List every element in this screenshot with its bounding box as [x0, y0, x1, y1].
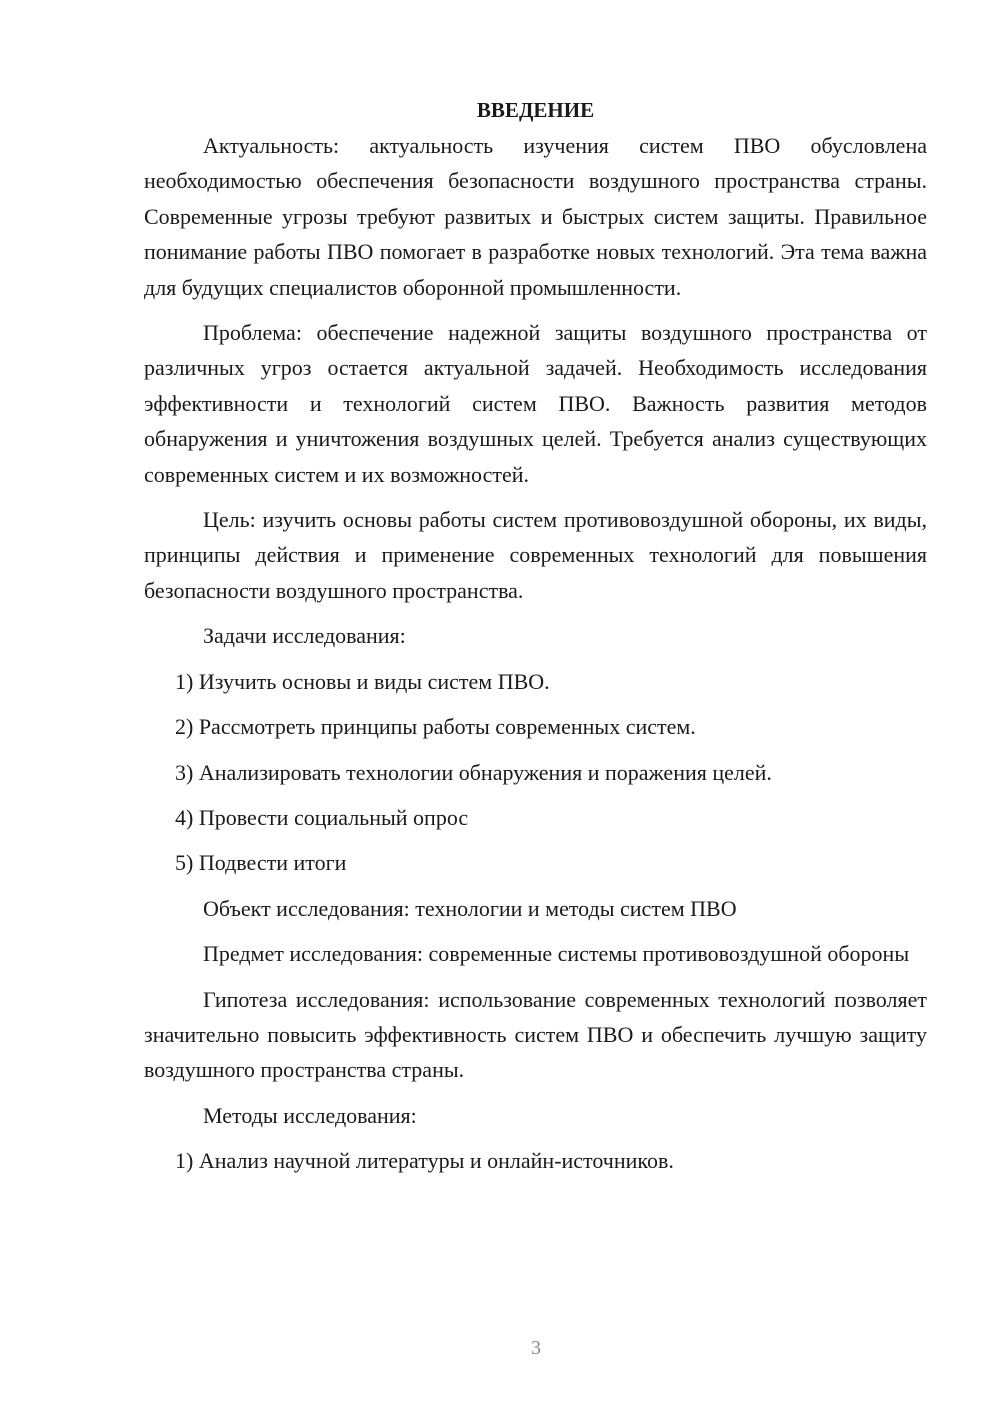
task-item: 4) Провести социальный опрос — [175, 804, 469, 830]
subject-paragraph: Предмет исследования: современные системы противовоздушной обороны — [203, 941, 910, 967]
task-item: 1) Изучить основы и виды систем ПВО. — [175, 668, 550, 694]
section-heading: ВВЕДЕНИЕ — [476, 98, 595, 122]
task-item: 5) Подвести итоги — [175, 850, 347, 876]
object-paragraph: Объект исследования: технологии и методы систем ПВО — [203, 895, 737, 921]
relevance-paragraph: Актуальность: актуальность изучения систем ПВО обусловлена необходимостью обеспечения безопасности воздушного пространства страны. Современные угрозы требуют развитых и быстрых систем защиты. Правильное понимание работы ПВО помогает в разработке новых технологий. Эта тема важна для будущих специалистов оборонной промышленности. — [144, 133, 927, 300]
task-item: 3) Анализировать технологии обнаружения и поражения целей. — [175, 759, 772, 785]
goal-paragraph: Цель: изучить основы работы систем противовоздушной обороны, их виды, принципы действия и применение современных технологий для повышения безопасности воздушного пространства. — [144, 507, 927, 603]
tasks-title: Задачи исследования: — [203, 623, 406, 649]
problem-paragraph: Проблема: обеспечение надежной защиты воздушного пространства от различных угроз остается актуальной задачей. Необходимость исследования эффективности и технологий систем ПВО. Важность развития методов обнаружения и уничтожения воздушных целей. Требуется анализ существующих современных систем и их возможностей. — [144, 320, 927, 487]
task-item: 2) Рассмотреть принципы работы современных систем. — [175, 714, 696, 740]
methods-title: Методы исследования: — [203, 1102, 417, 1128]
method-item: 1) Анализ научной литературы и онлайн-источников. — [175, 1148, 674, 1174]
page-number: 3 — [531, 1337, 541, 1359]
hypothesis-paragraph: Гипотеза исследования: использование современных технологий позволяет значительно повысить эффективность систем ПВО и обеспечить лучшую защиту воздушного пространства страны. — [144, 986, 927, 1083]
document-body — [144, 94, 927, 1189]
